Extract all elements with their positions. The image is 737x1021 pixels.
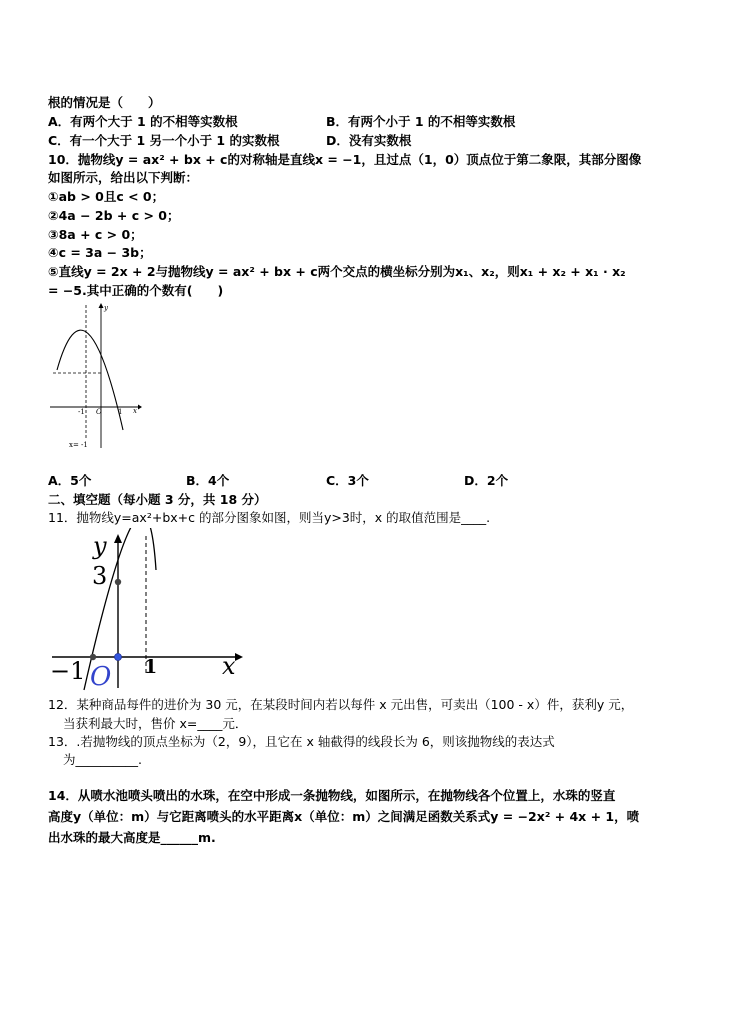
q11-three-label: 3	[92, 562, 108, 590]
q12-stem-line2: 当获利最大时，售价 x=____元．	[63, 716, 248, 731]
q13-stem-line2: 为__________.	[63, 752, 142, 767]
q10-option-d: D．2个	[464, 473, 509, 488]
q12-stem-line1: 12．某种商品每件的进价为 30 元，在某段时间内若以每件 x 元出售，可卖出（100 - x）件，获利y 元，	[48, 697, 634, 712]
q10-option-a: A．5个	[48, 473, 92, 488]
q9-option-c: C．有一个大于 1 另一个小于 1 的实数根	[48, 133, 280, 148]
q10-judgement-1: ①ab > 0且c < 0；	[48, 189, 165, 204]
q10-parabola-figure	[45, 300, 145, 455]
q11-one-label: 1	[144, 656, 158, 678]
q11-neg1-label: −1	[50, 657, 86, 685]
q10-judgement-2: ②4a − 2b + c > 0；	[48, 208, 180, 223]
q11-parabola-figure	[48, 528, 248, 693]
q10-option-b: B．4个	[186, 473, 230, 488]
q10-one-label: 1	[118, 408, 123, 416]
q11-stem: 11．抛物线y=ax²+bx+c 的部分图象如图，则当y>3时，x 的取值范围是____.	[48, 510, 491, 525]
q9-option-b: B．有两个小于 1 的不相等实数根	[326, 114, 516, 129]
q14-stem-line1: 14．从喷水池喷头喷出的水珠，在空中形成一条抛物线，如图所示，在抛物线各个位置上，水珠的竖直	[48, 788, 616, 803]
q9-stem-end: 根的情况是（ ）	[48, 95, 161, 110]
q10-option-c: C．3个	[326, 473, 369, 488]
q11-origin-label: O	[90, 662, 112, 692]
q10-judgement-4: ④c = 3a − 3b；	[48, 245, 152, 260]
q10-judgement-3: ③8a + c > 0；	[48, 227, 143, 242]
q11-y-intercept-point	[115, 579, 121, 585]
q11-root-point	[90, 654, 96, 660]
q10-origin-label: O	[96, 408, 102, 416]
q14-stem-line2: 高度y（单位：m）与它距离喷头的水平距离x（单位：m）之间满足函数关系式y = −2x² + 4x + 1，喷	[48, 809, 640, 824]
q10-judgement-5-cont: = −5.其中正确的个数有( )	[48, 283, 224, 298]
q10-y-label: y	[104, 304, 108, 312]
q10-stem-line1: 10．抛物线y = ax² + bx + c的对称轴是直线x = −1，且过点（1，0）顶点位于第二象限，其部分图像	[48, 152, 642, 167]
q11-origin-point	[115, 654, 122, 661]
q11-y-label: y	[93, 532, 107, 560]
q10-judgement-5: ⑤直线y = 2x + 2与抛物线y = ax² + bx + c两个交点的横坐标分别为x₁、x₂，则x₁ + x₂ + x₁ · x₂	[48, 264, 626, 279]
q10-x-label: x	[133, 407, 137, 415]
q10-axis-equation: x= -1	[69, 441, 88, 449]
q10-neg1-label: -1	[78, 408, 85, 416]
q11-x-label: x	[222, 652, 236, 680]
q10-parabola-curve	[57, 330, 123, 430]
q9-option-a: A．有两个大于 1 的不相等实数根	[48, 114, 238, 129]
q10-stem-line2: 如图所示，给出以下判断：	[48, 170, 199, 185]
q13-stem-line1: 13．.若抛物线的顶点坐标为（2，9），且它在 x 轴截得的线段长为 6，则该抛物线的表达式	[48, 734, 555, 749]
section-title: 二、填空题（每小题 3 分，共 18 分）	[48, 492, 267, 507]
q9-option-d: D．没有实数根	[326, 133, 412, 148]
q14-stem-line3: 出水珠的最大高度是______m.	[48, 830, 216, 845]
